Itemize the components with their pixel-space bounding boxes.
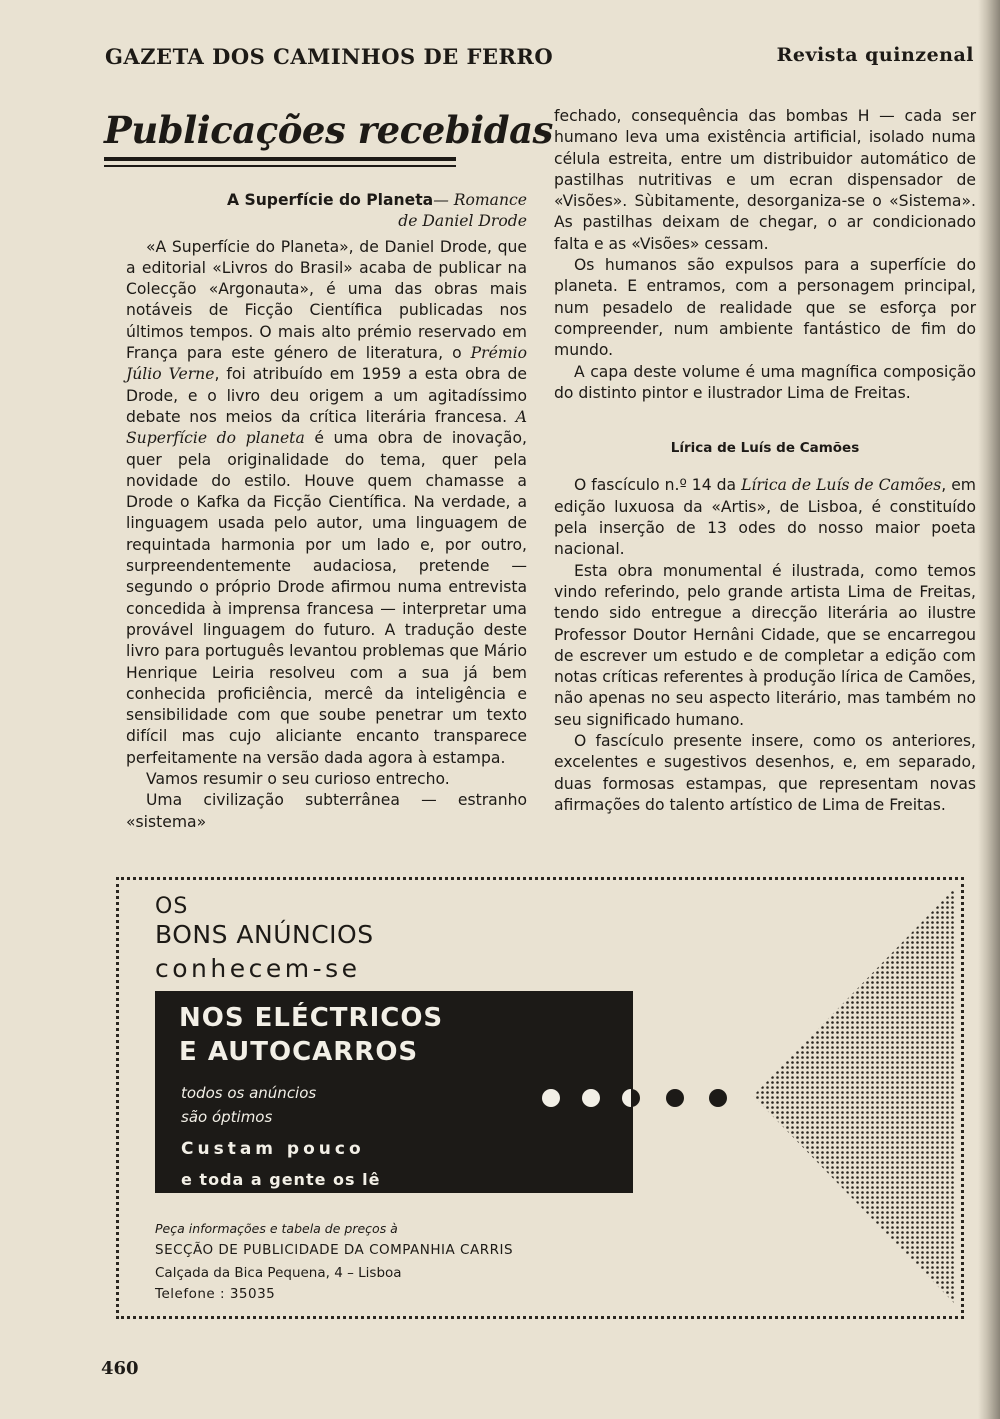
ad-subline: todos os anúncios	[181, 1084, 317, 1102]
ad-footer: SECÇÃO DE PUBLICIDADE DA COMPANHIA CARRIS	[155, 1242, 514, 1258]
section-title: Publicações recebidas	[104, 108, 553, 152]
paragraph: «A Superfície do Planeta», de Daniel Drode, que a editorial «Livros do Brasil» acaba de publicar na Colecção «Argonauta», é uma das obras mais notáveis de Ficção Científica publicadas nos últimos tempos. O mais alto prémio reservado em França para este género de literatura, o Prémio Júlio Verne, foi atribuído em 1959 a esta obra de Drode, e o livro deu origem a um agitadíssimo debate nos meios da crítica literária francesa. A Superfície do planeta é uma obra de inovação, quer pela originalidade do tema, quer pela novidade do estilo. Houve quem chamasse a Drode o Kafka da Ficção Científica. Na verdade, a linguagem usada pelo autor, uma linguagem de requintada harmonia por um lado e, por outro, surpreendentemente audaciosa, pretende — segundo o próprio Drode afirmou numa entrevista concedida à imprensa francesa — interpretar uma provável linguagem do futuro. A tradução deste livro para português levantou problemas que Mário Henrique Leiria resolveu com a sua já bem conhecida proficiência, mercê da inteligência e sensibilidade com que soube penetrar um texto difícil mas cujo aliciante encanto transparece perfeitamente na versão dada agora à estampa.	[126, 237, 528, 767]
book-heading	[126, 190, 527, 233]
page-edge-shadow	[978, 0, 1000, 1419]
paragraph: Uma civilização subterrânea — estranho «sistema»	[126, 791, 527, 831]
title-rule-thin	[104, 165, 456, 167]
ad-headline: NOS ELÉCTRICOS	[179, 1003, 444, 1033]
page-number: 460	[101, 1358, 139, 1379]
paragraph: Esta obra monumental é ilustrada, como temos vindo referindo, pelo grande artista Lima de Freitas, tendo sido entregue a direcção literária ao ilustre Professor Doutor Hernâni Cidade, que se encarregou de escrever um estudo e de completar a edição com notas críticas referentes à produção lírica de Camões, não apenas no seu aspecto literário, mas também no seu significado humano.	[554, 561, 976, 729]
paragraph: O fascículo presente insere, como os anteriores, excelentes e sugestivos desenhos, e, em separado, duas formosas estampas, que representam novas afirmações do talento artístico de Lima de Freitas.	[554, 732, 976, 814]
right-column	[554, 106, 976, 816]
paragraph: Os humanos são expulsos para a superfície do planeta. E entramos, com a personagem principal, num pesadelo de realidade que se esforça por compreender, num ambiente fantástico de fim do mundo.	[554, 256, 976, 360]
book-title: A Superfície do Planeta	[226, 191, 434, 209]
ad-line: conhecem-se	[155, 954, 361, 983]
ad-line: OS	[155, 894, 189, 919]
left-column	[126, 190, 527, 833]
ad-subline: e toda a gente os lê	[181, 1170, 381, 1189]
book-author: de Daniel Drode	[398, 212, 527, 231]
ad-footer: Calçada da Bica Pequena, 4 – Lisboa	[155, 1265, 402, 1281]
paragraph: A capa deste volume é uma magnífica composição do distinto pintor e ilustrador Lima de Freitas.	[554, 362, 976, 402]
paragraph: O fascículo n.º 14 da Lírica de Luís de Camões, em edição luxuosa da «Artis», de Lisboa, é constituído pela inserção de 13 odes do nosso maior poeta nacional.	[554, 476, 976, 559]
masthead-subtitle: Revista quinzenal	[776, 44, 974, 66]
paragraph-continued: fechado, consequência das bombas H — cada ser humano leva uma existência artificial, isolado numa célula estreita, entre um distribuidor automático de pastilhas nutritivas e um ecran dispensador de «Visões». Sùbitamente, desorganiza-se o «Sistema». As pastilhas deixam de chegar, o ar condicionado falta e as «Visões» cessam.	[554, 107, 976, 253]
ad-footer: Peça informações e tabela de preços à	[155, 1221, 398, 1236]
ad-footer: Telefone : 35035	[155, 1286, 276, 1302]
ad-subline: Custam pouco	[181, 1139, 365, 1159]
ad-subline: são óptimos	[181, 1108, 273, 1126]
book-genre: — Romance	[433, 191, 527, 209]
advertisement-box	[116, 877, 964, 1319]
masthead-title: GAZETA DOS CAMINHOS DE FERRO	[105, 44, 554, 69]
subsection-heading: Lírica de Luís de Camões	[670, 440, 860, 457]
title-rule	[104, 157, 456, 161]
ad-headline: E AUTOCARROS	[179, 1037, 419, 1067]
paragraph: Vamos resumir o seu curioso entrecho.	[146, 770, 450, 789]
ad-line: BONS ANÚNCIOS	[155, 920, 374, 949]
